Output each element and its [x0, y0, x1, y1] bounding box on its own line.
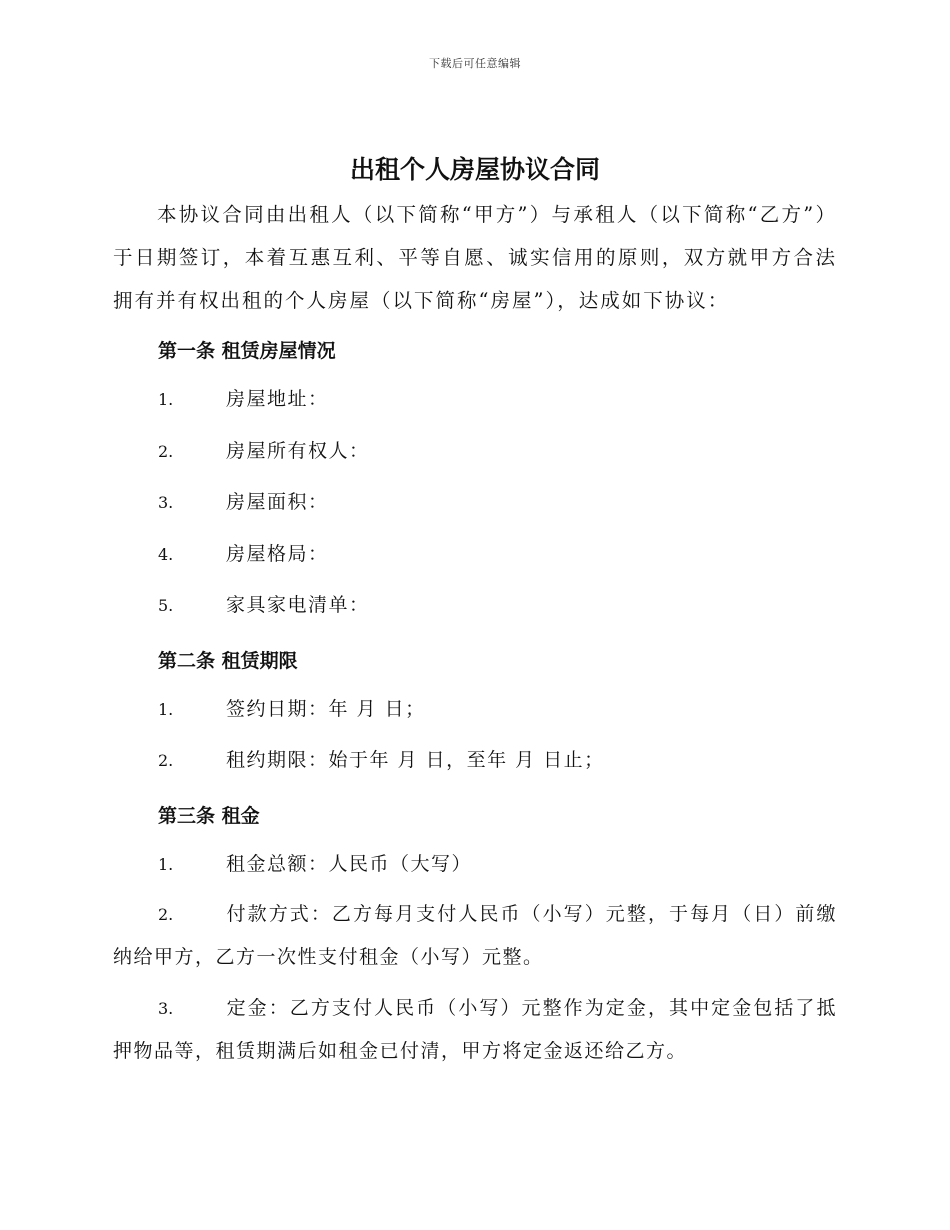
list-item	[158, 854, 472, 875]
item-text: 家具家电清单：	[226, 594, 370, 616]
item-number: 3.	[158, 999, 174, 1018]
intro-paragraph: 本协议合同由出租人（以下简称“甲方”）与承租人（以下简称“乙方”）于日期签订，本着互惠互利、平等自愿、诚实信用的原则，双方就甲方合法拥有并有权出租的个人房屋（以下简称“房屋”），达成如下协议：	[113, 203, 837, 312]
item-number: 1.	[158, 700, 174, 719]
list-item-paragraph	[113, 893, 837, 979]
item-text: 租金总额：人民币（大写）	[226, 853, 473, 875]
list-item-paragraph	[113, 987, 837, 1073]
list-item	[158, 492, 329, 513]
list-item	[158, 441, 370, 462]
list-item	[158, 699, 426, 720]
item-text: 定金：乙方支付人民币（小写）元整作为定金，其中定金包括了抵押物品等，租赁期满后如租金已付清，甲方将定金返还给乙方。	[113, 997, 837, 1062]
section-2-title: 第二条 租赁期限	[158, 650, 298, 672]
list-item	[158, 544, 329, 565]
item-text: 房屋格局：	[226, 543, 329, 565]
list-item	[158, 750, 605, 771]
item-text: 付款方式：乙方每月支付人民币（小写）元整，于每月（日）前缴纳给甲方，乙方一次性支付租金（小写）元整。	[113, 903, 837, 968]
list-item	[158, 389, 329, 410]
item-text: 房屋地址：	[226, 388, 329, 410]
item-text: 租约期限：始于年 月 日，至年 月 日止；	[226, 749, 605, 771]
item-number: 3.	[158, 493, 174, 512]
item-number: 1.	[158, 390, 174, 409]
section-3-title: 第三条 租金	[158, 805, 260, 827]
item-text: 签约日期：年 月 日；	[226, 698, 426, 720]
header-note: 下载后可任意编辑	[429, 57, 521, 70]
item-number: 2.	[158, 751, 174, 770]
section-1-title: 第一条 租赁房屋情况	[158, 340, 336, 362]
document-title: 出租个人房屋协议合同	[349, 155, 600, 184]
item-text: 房屋所有权人：	[226, 440, 370, 462]
item-number: 1.	[158, 855, 174, 874]
item-text: 房屋面积：	[226, 491, 329, 513]
item-number: 2.	[158, 442, 174, 461]
list-item	[158, 595, 370, 616]
item-number: 4.	[158, 545, 174, 564]
item-number: 2.	[158, 905, 174, 924]
item-number: 5.	[158, 596, 174, 615]
